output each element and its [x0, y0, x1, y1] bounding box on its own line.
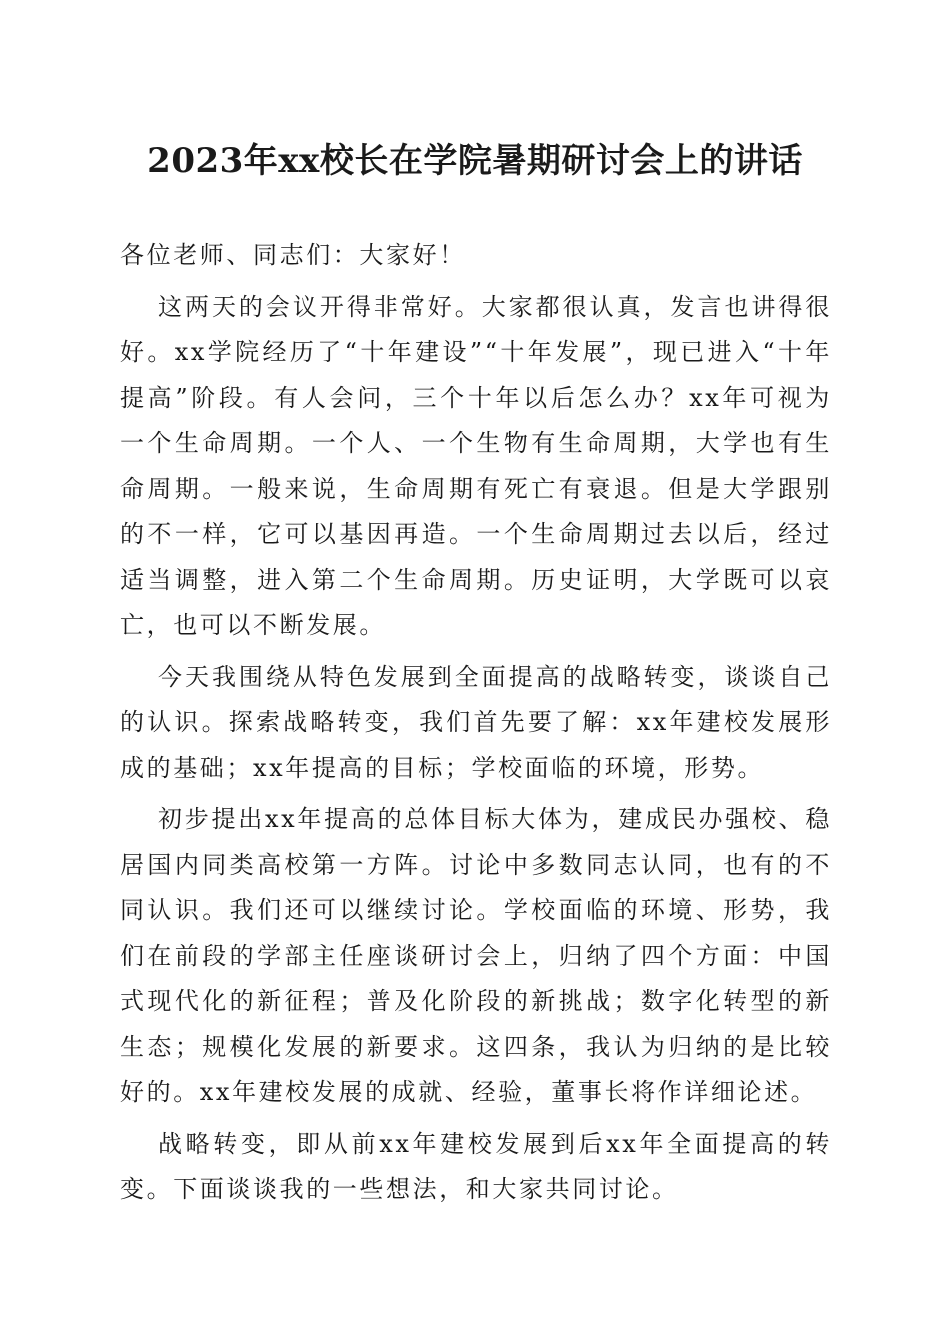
document-body: [120, 233, 832, 1213]
paragraph: 今天我围绕从特色发展到全面提高的战略转变，谈谈自己的认识。探索战略转变，我们首先要了解：xx年建校发展形成的基础；xx年提高的目标；学校面临的环境，形势。: [120, 662, 832, 782]
paragraph: 这两天的会议开得非常好。大家都很认真，发言也讲得很好。xx学院经历了“十年建设”“十年发展”，现已进入“十年提高”阶段。有人会问，三个十年以后怎么办？xx年可视为一个生命周期。一个人、一个生物有生命周期，大学也有生命周期。一般来说，生命周期有死亡有衰退。但是大学跟别的不一样，它可以基因再造。一个生命周期过去以后，经过适当调整，进入第二个生命周期。历史证明，大学既可以哀亡，也可以不断发展。: [120, 292, 832, 639]
paragraph: 初步提出xx年提高的总体目标大体为，建成民办强校、稳居国内同类高校第一方阵。讨论中多数同志认同，也有的不同认识。我们还可以继续讨论。学校面临的环境、形势，我们在前段的学部主任座谈研讨会上，归纳了四个方面：中国式现代化的新征程；普及化阶段的新挑战；数字化转型的新生态；规模化发展的新要求。这四条，我认为归纳的是比较好的。xx年建校发展的成就、经验，董事长将作详细论述。: [120, 805, 832, 1106]
greeting: 各位老师、同志们：大家好！: [120, 241, 466, 269]
document-title: 2023年xx校长在学院暑期研讨会上的讲话: [147, 141, 803, 181]
paragraph: 战略转变，即从前xx年建校发展到后xx年全面提高的转变。下面谈谈我的一些想法，和大家共同讨论。: [120, 1129, 832, 1203]
